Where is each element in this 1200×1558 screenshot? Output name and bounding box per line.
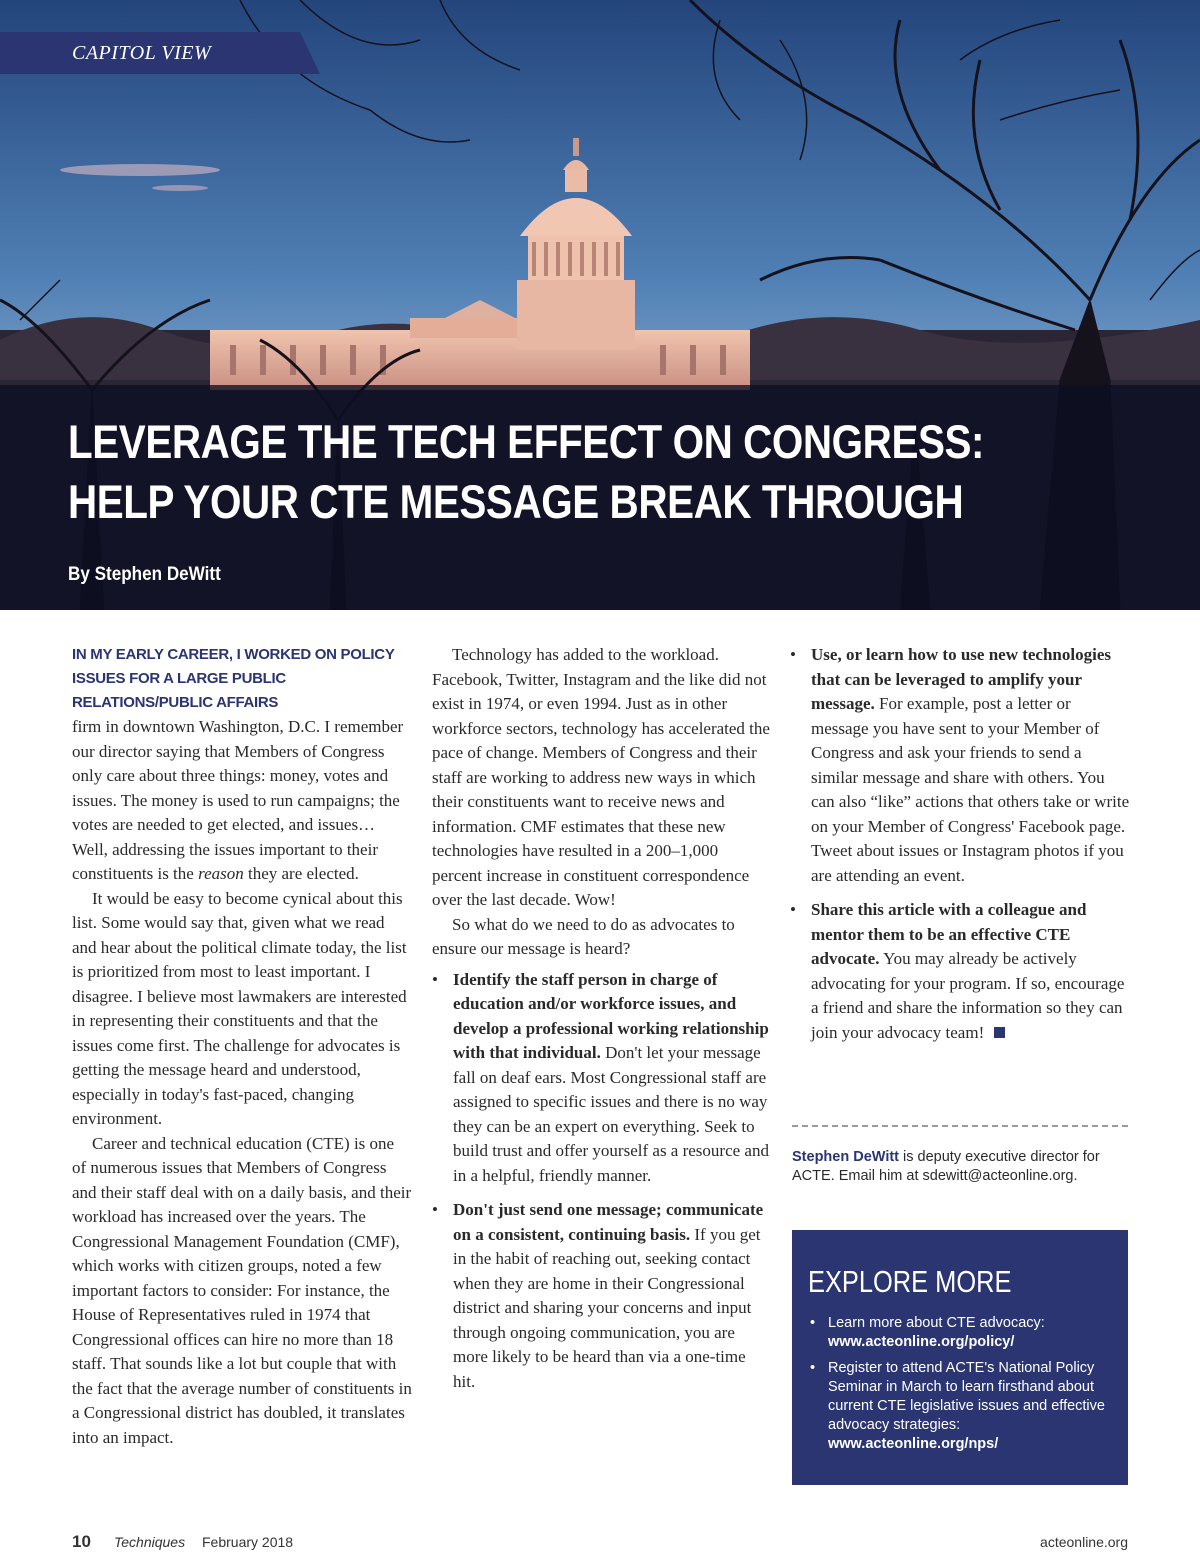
paragraph-1 (72, 715, 412, 887)
author-bio (792, 1148, 1128, 1186)
list-item-text: For example, post a letter or message you have sent to your Member of Congress and ask your friends to send a similar message and share with others. You can also “like” actions that others take or write on your Member of Congress' Facebook page. Tweet about issues or Instagram photos if you are attending an event. (811, 694, 1130, 885)
explore-more-title: EXPLORE MORE (808, 1264, 1012, 1299)
column-1 (72, 643, 412, 1450)
column-2 (432, 643, 772, 1404)
paragraph-5: So what do we need to do as advocates to ensure our message is heard? (432, 914, 735, 958)
issue-date: February 2018 (202, 1534, 294, 1550)
publication-name: Techniques (114, 1534, 186, 1550)
cloud (60, 164, 220, 176)
hero-photo (0, 0, 1200, 610)
headline-line-2: HELP YOUR CTE MESSAGE BREAK THROUGH (68, 475, 964, 528)
explore-item (808, 1314, 1116, 1352)
tips-list-2 (790, 643, 1132, 1045)
list-item-bold: Don't just send one message; communicate on a consistent, continuing basis. (453, 1200, 764, 1244)
explore-item-text: Register to attend ACTE's National Policy Seminar in March to learn firsthand about current CTE legislative issues and effective advocacy strategies: (828, 1360, 1105, 1433)
headline-line-1: LEVERAGE THE TECH EFFECT ON CONGRESS: (68, 415, 985, 468)
byline: By Stephen DeWitt (68, 564, 221, 585)
list-item (790, 643, 1132, 888)
column-3 (790, 643, 1132, 1055)
list-item-text: If you get in the habit of reaching out, seeking contact when they are home in their Congressional district and sharing your concerns and input through ongoing communication, you are more likely to be heard than via a one-time hit. (453, 1224, 761, 1391)
list-item (432, 1198, 772, 1394)
article-headline (68, 412, 1014, 532)
paragraph-1-text: firm in downtown Washington, D.C. I remember our director saying that Members of Congress only care about three things: money, votes and issues. The money is used to run campaigns; the votes are needed to get elected, and issues… Well, addressing the issues important to their constituents is the (72, 717, 404, 883)
list-item-text: You may already be actively advocating for your program. If so, encourage a friend and share the information so they can join your advocacy team! (811, 949, 1125, 1042)
list-item-bold: Use, or learn how to use new technologies that can be leveraged to amplify your message. (811, 645, 1111, 713)
paragraph-2: It would be easy to become cynical about this list. Some would say that, given what we read and hear about the political climate today, the list is prioritized from most to least important. I disagree. I believe most lawmakers are interested in representing their constituents and that the issues come first. The challenge for advocates is getting the message heard and understood, especially in today's fast-paced, changing environment. (72, 888, 407, 1128)
tips-list-1 (432, 968, 772, 1395)
paragraph-1-end: they are elected. (243, 864, 359, 883)
list-item (432, 968, 772, 1189)
cloud (152, 185, 208, 191)
explore-item-link[interactable]: www.acteonline.org/nps/ (828, 1436, 999, 1452)
bio-text: is deputy executive director for ACTE. Email him at sdewitt@acteonline.org. (792, 1149, 1100, 1184)
bio-name: Stephen DeWitt (792, 1149, 900, 1165)
paragraph-1-emphasis: reason (198, 864, 244, 883)
paragraph-3: Career and technical education (CTE) is one of numerous issues that Members of Congress and their staff deal with on a daily basis, and their workload has increased over the years. The Congressional Management Foundation (CMF), which works with citizen groups, noted a few important factors to consider: For instance, the House of Representatives ruled in 1974 that Congressional offices can hire no more than 18 staff. That sounds like a lot but couple that with the fact that the average number of constituents in a Congressional district has doubled, it translates into an impact. (72, 1133, 412, 1447)
explore-more-list (808, 1314, 1116, 1461)
explore-item-text: Learn more about CTE advocacy: (828, 1315, 1045, 1331)
list-item-bold: Share this article with a colleague and mentor them to be an effective CTE advocate. (811, 900, 1087, 968)
lead-in: IN MY EARLY CAREER, I WORKED ON POLICY ISSUES FOR A LARGE PUBLIC RELATIONS/PUBLIC AFFAIRS (72, 646, 395, 711)
paragraph-4: Technology has added to the workload. Facebook, Twitter, Instagram and the like did not exist in 1974, or even 1994. Just as in other workforce sectors, technology has accelerated the pace of change. Members of Congress and their staff are working to address new ways in which their constituents want to receive news and information. CMF estimates that these new technologies have resulted in a 200–1,000 percent increase in constituent correspondence over the last decade. Wow! (432, 645, 770, 909)
site-url[interactable]: acteonline.org (1040, 1534, 1128, 1550)
explore-more-box (792, 1230, 1128, 1485)
department-label: CAPITOL VIEW (72, 42, 212, 64)
end-of-article-mark (994, 1027, 1005, 1038)
dashed-divider (792, 1125, 1128, 1127)
page-number: 10 (72, 1532, 91, 1551)
explore-item-link[interactable]: www.acteonline.org/policy/ (828, 1334, 1015, 1350)
explore-item (808, 1359, 1116, 1454)
list-item (790, 898, 1132, 1045)
list-item-text: Don't let your message fall on deaf ears. Most Congressional staff are assigned to specific issues and there is no way they can be an expert on everything. Seek to build trust and offer yourself as a resource and in a helpful, friendly manner. (453, 1043, 769, 1185)
list-item-bold: Identify the staff person in charge of education and/or workforce issues, and develop a professional working relationship with that individual. (453, 969, 769, 1062)
